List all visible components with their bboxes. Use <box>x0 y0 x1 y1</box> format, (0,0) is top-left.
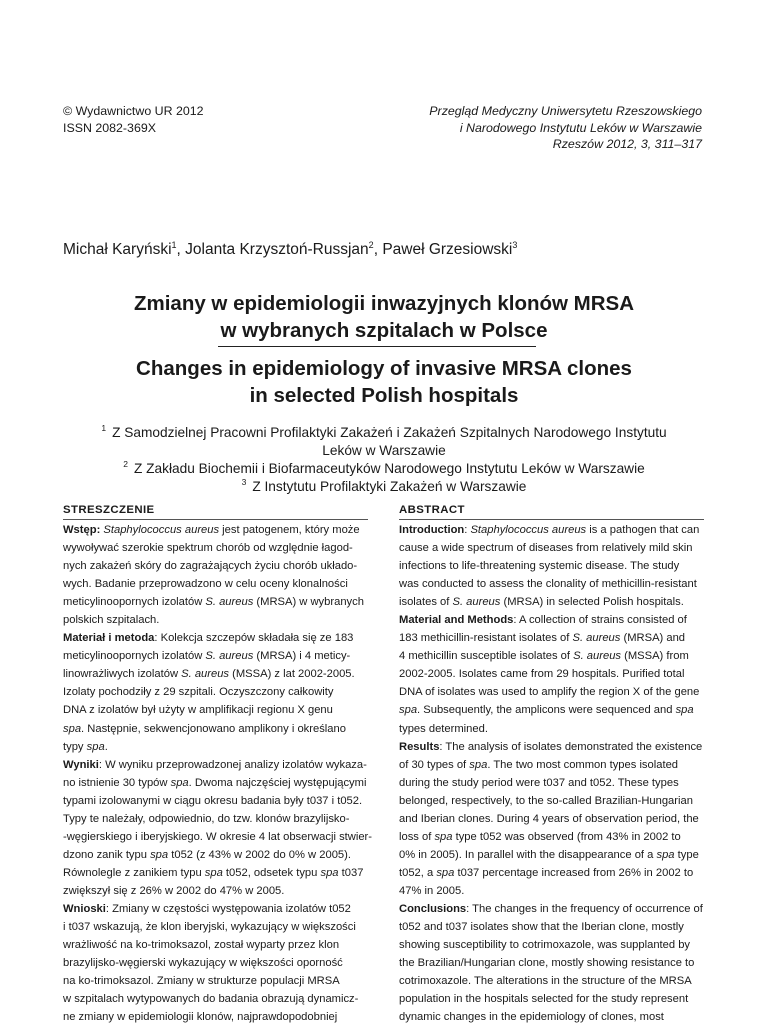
text-run: (MSSA) from <box>621 650 689 663</box>
text-run: wych. Badanie przeprowadzono w celu oceny klonalności <box>63 578 348 591</box>
author-name: Jolanta Krzysztoń-Russjan <box>185 241 369 258</box>
text-run: 47% in 2005. <box>399 884 465 897</box>
journal-header-right <box>429 103 702 153</box>
text-run: 183 methicillin-resistant isolates of <box>399 632 573 645</box>
text-run: isolates of <box>399 596 453 609</box>
text-run: . <box>104 740 108 753</box>
text-run: 2002-2005. Isolates came from 29 hospitals. Purified total <box>399 668 685 681</box>
text-run: Typy te należały, odpowiednio, do tzw. klonów brazylijsko- <box>63 812 350 825</box>
publisher-line: © Wydawnictwo UR 2012 <box>63 104 204 118</box>
abstract-line <box>63 972 368 990</box>
italic-term: spa <box>656 848 675 861</box>
text-run: : The analysis of isolates demonstrated the existence <box>439 740 703 753</box>
affiliation-mark: 1 <box>101 423 107 434</box>
abstract-line <box>399 557 704 575</box>
italic-term: S. aureus <box>572 632 621 645</box>
text-run: : A collection of strains consisted of <box>513 614 687 627</box>
text-run: brazylijsko-węgierski wykazujący w większości oporność <box>63 957 343 970</box>
text-run: population in the hospitals selected for the study represent <box>399 993 689 1006</box>
title-line: Changes in epidemiology of invasive MRSA clones <box>136 357 632 380</box>
abstract-line <box>63 792 368 810</box>
abstract-line <box>63 846 368 864</box>
abstract-heading: STRESZCZENIE <box>63 502 368 520</box>
journal-name-line-1: Przegląd Medyczny Uniwersytetu Rzeszowskiego <box>429 104 702 118</box>
title-divider <box>218 346 536 347</box>
abstract-line <box>63 720 368 738</box>
italic-term: S. aureus <box>452 596 501 609</box>
abstract-line <box>63 683 368 701</box>
abstract-line <box>63 900 368 918</box>
text-run: 0% in 2005). In parallel with the disappearance of a <box>399 848 657 861</box>
text-run: -węgierskiego i iberyjskiego. W okresie 4 lat obserwacji stwier- <box>63 830 373 843</box>
abstract-line <box>399 647 704 665</box>
abstract-line <box>63 521 368 539</box>
abstract-line <box>63 864 368 882</box>
abstract-line <box>63 665 368 683</box>
text-run: : W wyniku przeprowadzonej analizy izolatów wykaza- <box>98 758 367 771</box>
italic-term: spa <box>436 866 455 879</box>
italic-term: spa <box>320 866 339 879</box>
section-label: Results <box>399 740 440 753</box>
abstract-heading: ABSTRACT <box>399 502 704 520</box>
text-run: (MRSA) in selected Polish hospitals. <box>500 596 684 609</box>
text-run: Izolaty pochodziły z 29 szpitali. Oczyszczony całkowity <box>63 686 334 699</box>
abstract-line <box>399 846 704 864</box>
abstract-line <box>63 738 368 756</box>
abstract-line <box>399 1008 704 1026</box>
abstract-line <box>63 629 368 647</box>
affiliation-line: $^1$ Z Samodzielnej Pracowni Profilaktyki Zakażeń i Zakażeń Szpitalnych Narodowego Instytutu <box>101 423 667 440</box>
affiliations <box>0 424 768 496</box>
text-run: belonged, respectively, to the so-called Brazilian-Hungarian <box>399 794 693 807</box>
abstract-line <box>63 611 368 629</box>
title-line: Zmiany w epidemiologii inwazyjnych klonów MRSA <box>133 292 635 315</box>
abstract-line <box>399 972 704 990</box>
text-run: infections to life-threatening systemic disease. The study <box>399 560 680 573</box>
text-run: polskich szpitalach. <box>63 614 160 627</box>
italic-term: spa <box>204 866 223 879</box>
text-run: meticylinoopornych izolatów <box>63 650 206 663</box>
title-line: in selected Polish hospitals <box>249 384 519 407</box>
text-run: t052 and t037 isolates show that the Iberian clone, mostly <box>399 921 684 934</box>
affiliation-mark: 2 <box>123 459 129 470</box>
section-label: Wnioski <box>63 902 106 915</box>
text-run: types determined. <box>399 722 488 735</box>
abstract-line <box>399 936 704 954</box>
abstract-line <box>63 918 368 936</box>
text-run: showing susceptibility to cotrimoxazole, was supplanted by <box>399 939 691 952</box>
abstract-line <box>399 738 704 756</box>
abstract-line <box>399 810 704 828</box>
title-english <box>0 355 768 409</box>
italic-term: spa <box>170 776 189 789</box>
text-run: of 30 types of <box>399 758 470 771</box>
text-run: i t037 wskazują, że klon iberyjski, wykazujący w większości <box>63 921 356 934</box>
italic-term: spa <box>150 848 169 861</box>
text-run: no istnienie 30 typów <box>63 776 171 789</box>
text-run: meticylinoopornych izolatów <box>63 596 206 609</box>
abstract-english <box>399 502 704 1026</box>
abstract-line <box>399 575 704 593</box>
abstract-line <box>63 990 368 1008</box>
section-label: Conclusions <box>399 902 467 915</box>
text-run: loss of <box>399 830 435 843</box>
text-run: ne zmiany w epidemiologii klonów, najprawdopodobniej <box>63 1011 338 1024</box>
text-run: . Następnie, sekwencjonowano amplikony i określano <box>81 722 346 735</box>
text-run: jest patogenem, który może <box>219 524 360 536</box>
abstract-line <box>399 882 704 900</box>
abstract-line <box>399 611 704 629</box>
italic-term: spa <box>434 830 453 843</box>
text-run: dynamic changes in the epidemiology of clones, most <box>399 1011 664 1024</box>
abstract-line <box>399 918 704 936</box>
abstract-line <box>63 936 368 954</box>
section-label: Wyniki <box>63 758 99 771</box>
section-label: Introduction <box>399 524 465 536</box>
text-run: na ko-trimoksazol. Zmiany w strukturze populacji MRSA <box>63 975 340 988</box>
author-name: Paweł Grzesiowski <box>382 241 513 258</box>
abstract-line <box>399 539 704 557</box>
text-run: : Zmiany w częstości występowania izolatów t052 <box>105 902 351 915</box>
italic-term: Staphylococcus aureus <box>103 524 220 536</box>
abstract-line <box>63 828 373 846</box>
text-run: (MRSA) and <box>620 632 686 645</box>
abstract-line <box>399 756 704 774</box>
text-run: was conducted to assess the clonality of methicillin-resistant <box>399 578 697 591</box>
abstract-line <box>399 593 704 611</box>
abstract-line <box>399 774 704 792</box>
abstract-line <box>399 954 704 972</box>
text-run: type <box>674 848 699 861</box>
text-run: Równolegle z zanikiem typu <box>63 866 205 879</box>
italic-term: spa <box>675 704 694 717</box>
text-run: DNA z izolatów był użyty w amplifikacji regionu X genu <box>63 704 333 717</box>
text-run: type t052 was observed (from 43% in 2002 to <box>452 830 681 843</box>
text-run: DNA of isolates was used to amplify the region X of the gene <box>399 686 700 699</box>
section-label: Wstęp: <box>63 524 101 536</box>
abstract-line <box>63 593 368 611</box>
affiliation-line: $^2$ Z Zakładu Biochemii i Biofarmaceutyków Narodowego Instytutu Leków w Warszawie <box>123 459 645 476</box>
text-run: wywoływać szerokie spektrum chorób od względnie łagod- <box>63 542 353 555</box>
text-run: typami izolowanymi w ciągu okresu badania były t037 i t052. <box>63 794 363 807</box>
abstract-line <box>63 647 368 665</box>
abstract-line <box>399 683 704 701</box>
affiliation-line: $^3$ Z Instytutu Profilaktyki Zakażeń w Warszawie <box>241 477 527 494</box>
text-run: . The two most common types isolated <box>487 758 679 771</box>
text-run: t052, a <box>399 866 437 879</box>
abstract-body <box>399 521 704 1026</box>
italic-term: spa <box>86 740 105 753</box>
text-run: nych zakażeń skóry do zagrażających życiu chorób układo- <box>63 560 358 573</box>
affiliation-line: Leków w Warszawie <box>322 443 446 458</box>
abstract-line <box>63 954 368 972</box>
abstract-polish <box>63 502 373 1026</box>
text-run: : The changes in the frequency of occurrence of <box>466 902 703 915</box>
abstract-line <box>63 539 368 557</box>
journal-name-line-2: i Narodowego Instytutu Leków w Warszawie <box>459 120 702 135</box>
text-run: . Dwoma najczęściej występującymi <box>188 776 367 789</box>
abstract-line <box>399 900 704 918</box>
text-run: linowrażliwych izolatów <box>63 668 182 681</box>
text-run: (MRSA) w wybranych <box>253 596 364 609</box>
author-affiliation-mark: 3 <box>512 239 518 250</box>
text-run: dzono zanik typu <box>63 848 151 861</box>
text-run: t037 percentage increased from 26% in 2002 to <box>454 866 694 879</box>
abstract-line <box>399 665 704 683</box>
text-run: : <box>464 524 471 536</box>
abstract-line <box>399 792 704 810</box>
text-run: 4 methicillin susceptible isolates of <box>399 650 574 663</box>
abstract-line <box>399 629 704 647</box>
abstract-line <box>63 1008 368 1026</box>
text-run: cotrimoxazole. The alterations in the structure of the MRSA <box>399 975 692 988</box>
italic-term: S. aureus <box>205 596 254 609</box>
italic-term: S. aureus <box>181 668 230 681</box>
issn-line: ISSN 2082-369X <box>63 120 156 135</box>
text-run: t037 <box>338 866 364 879</box>
journal-header-left <box>63 103 204 136</box>
text-run: (MRSA) i 4 meticy- <box>253 650 351 663</box>
author-name: Michał Karyński <box>63 241 172 258</box>
text-run: (MSSA) z lat 2002-2005. <box>229 668 355 681</box>
abstract-line <box>399 828 704 846</box>
abstract-line <box>399 720 704 738</box>
author-list: Michał Karyński$^1$, Jolanta Krzysztoń-Russjan$^2$, Paweł Grzesiowski$^3$ <box>63 239 518 258</box>
italic-term: S. aureus <box>205 650 254 663</box>
italic-term: S. aureus <box>573 650 622 663</box>
text-run: and Iberian clones. During 4 years of observation period, the <box>399 812 699 825</box>
abstract-line <box>63 575 368 593</box>
author-affiliation-mark: 2 <box>368 239 374 250</box>
italic-term: spa <box>469 758 488 771</box>
author-affiliation-mark: 1 <box>171 239 177 250</box>
abstract-line <box>63 756 368 774</box>
text-run: t052, odsetek typu <box>222 866 321 879</box>
section-label: Material and Methods <box>399 614 514 627</box>
abstract-line <box>399 990 704 1008</box>
text-run: typy <box>63 740 87 753</box>
text-run: zwiększył się z 26% w 2002 do 47% w 2005. <box>63 884 285 897</box>
journal-citation-line: Rzeszów 2012, 3, 311–317 <box>552 137 702 151</box>
italic-term: spa <box>63 722 82 735</box>
text-run: cause a wide spectrum of diseases from relatively mild skin <box>399 542 693 555</box>
abstract-line <box>63 701 368 719</box>
section-label: Materiał i metoda <box>63 632 155 645</box>
abstract-line <box>399 521 704 539</box>
text-run: t052 (z 43% w 2002 do 0% w 2005). <box>168 848 351 861</box>
text-run: . Subsequently, the amplicons were sequenced and <box>417 704 676 717</box>
title-polish <box>0 290 768 344</box>
abstract-line <box>399 701 704 719</box>
text-run: is a pathogen that can <box>586 524 700 536</box>
affiliation-mark: 3 <box>241 477 247 488</box>
italic-term: spa <box>399 704 418 717</box>
italic-term: Staphylococcus aureus <box>470 524 587 536</box>
title-line: w wybranych szpitalach w Polsce <box>220 319 548 342</box>
text-run: : Kolekcja szczepów składała się ze 183 <box>154 632 354 645</box>
abstract-line <box>63 774 368 792</box>
text-run: wrażliwość na ko-trimoksazol, został wyparty przez klon <box>63 939 340 952</box>
text-run: w szpitalach wytypowanych do badania obrazują dynamicz- <box>63 993 359 1006</box>
abstract-line <box>63 557 368 575</box>
abstract-body <box>63 521 373 1026</box>
abstract-line <box>63 882 368 900</box>
abstract-line <box>399 864 704 882</box>
text-run: the Brazilian/Hungarian clone, mostly showing resistance to <box>399 957 695 970</box>
abstract-line <box>63 810 368 828</box>
text-run: during the study period were t037 and t052. These types <box>399 776 679 789</box>
